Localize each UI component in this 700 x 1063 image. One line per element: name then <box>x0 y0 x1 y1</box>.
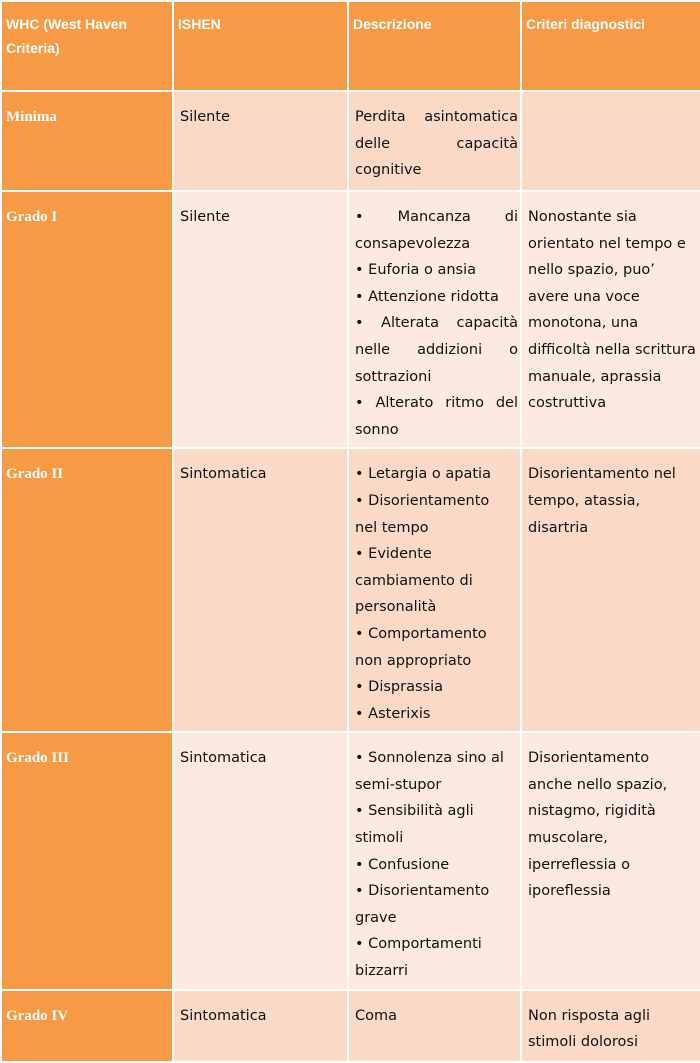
bullet-item: • Asterixis <box>355 705 431 722</box>
criteri-cell: Nonostante sia orientato nel tempo e nello spazio, puo’ avere una voce monotona, una difficoltà nella scrittura manuale, aprassia costruttiva <box>522 192 700 447</box>
bullet-item: • Attenzione ridotta <box>355 288 499 305</box>
grade-cell: Grado III <box>2 733 172 988</box>
table-row <box>2 449 700 731</box>
bullet-item: • Confusione <box>355 856 450 873</box>
descrizione-cell <box>349 92 520 190</box>
bullet-item: • Disprassia <box>355 679 443 696</box>
descrizione-cell <box>349 733 520 988</box>
ishen-cell: Sintomatica <box>174 449 347 731</box>
bullet-item: • Sonnolenza sino al semi-stupor <box>355 750 504 793</box>
grade-cell: Grado II <box>2 449 172 731</box>
bullet-item: • Disorientamento nel tempo <box>355 492 490 536</box>
bullet-item: • Comportamenti bizzarri <box>355 936 482 980</box>
table-row <box>2 733 700 988</box>
descrizione-line: Coma <box>355 1007 398 1024</box>
header-descrizione: Descrizione <box>349 2 520 90</box>
ishen-cell: Silente <box>174 92 347 190</box>
header-row <box>2 2 700 90</box>
criteri-cell <box>522 92 700 190</box>
table-row <box>2 92 700 190</box>
grade-cell: Grado I <box>2 192 172 447</box>
header-whc: WHC (West Haven Criteria) <box>2 2 172 90</box>
ishen-cell: Silente <box>174 192 347 447</box>
bullet-item: • Letargia o apatia <box>355 466 491 483</box>
bullet-item: • Comportamento non appropriato <box>355 625 487 669</box>
bullet-item: • Alterata capacità nelle addizioni o sottrazioni <box>355 315 518 385</box>
ishen-cell: Sintomatica <box>174 991 347 1061</box>
grade-cell: Grado IV <box>2 991 172 1061</box>
bullet-item: • Alterato ritmo del sonno <box>355 395 518 438</box>
criteri-cell: Disorientamento nel tempo, atassia, disartria <box>522 449 700 731</box>
descrizione-cell <box>349 192 520 447</box>
table-row <box>2 192 700 447</box>
bullet-item: • Evidente cambiamento di personalità <box>355 546 473 616</box>
header-ishen: ISHEN <box>174 2 347 90</box>
table-row <box>2 991 700 1061</box>
bullet-item: • Euforia o ansia <box>355 262 476 279</box>
descrizione-cell <box>349 449 520 731</box>
criteri-cell: Disorientamento anche nello spazio, nistagmo, rigidità muscolare, iperreflessia o iporeflessia <box>522 733 700 988</box>
descrizione-cell <box>349 991 520 1061</box>
bullet-item: • Sensibilità agli stimoli <box>355 803 474 847</box>
grade-cell: Minima <box>2 92 172 190</box>
bullet-item: • Disorientamento grave <box>355 883 490 926</box>
bullet-item: • Mancanza di consapevolezza <box>355 209 518 252</box>
descrizione-line: Perdita asintomatica delle capacità cognitive <box>355 109 518 179</box>
criteri-cell: Non risposta agli stimoli dolorosi <box>522 991 700 1061</box>
header-criteri: Criteri diagnostici <box>522 2 700 90</box>
ishen-cell: Sintomatica <box>174 733 347 988</box>
